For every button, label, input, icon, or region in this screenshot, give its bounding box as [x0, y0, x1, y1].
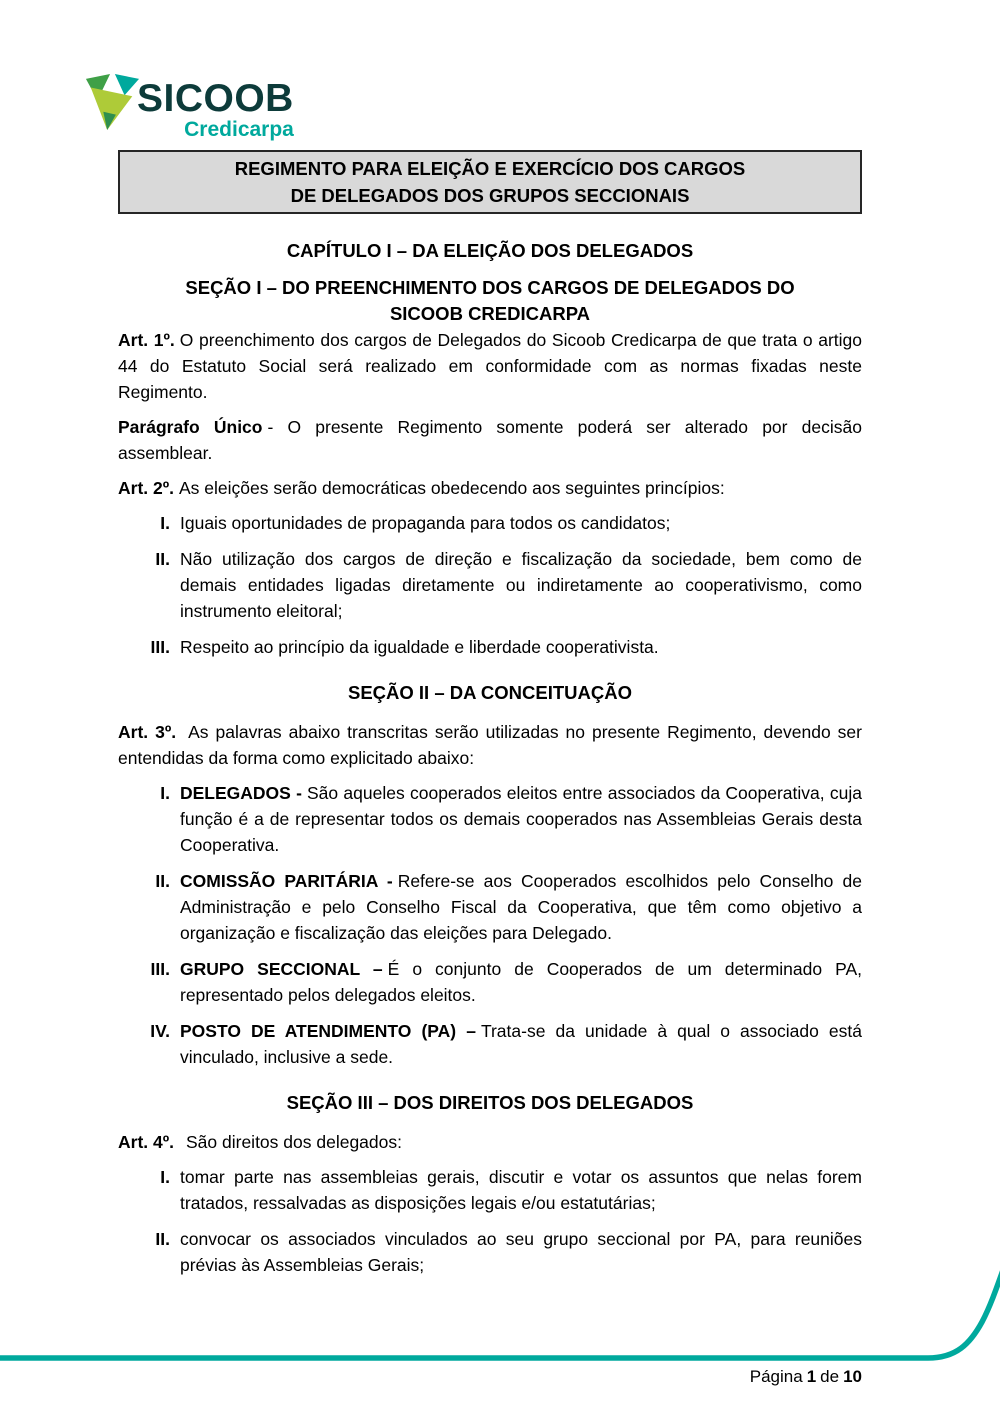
item-numeral: II. [155, 1229, 170, 1249]
item-text: É o conjunto de Cooperados de um determinado PA, representado pelos delegados eleitos. [180, 959, 862, 1005]
item-term: DELEGADOS - [180, 783, 302, 803]
art-3-lead: Art. 3º. [118, 722, 177, 742]
art-3-text: As palavras abaixo transcritas serão utilizadas no presente Regimento, devendo ser entendidas da forma como explicitado abaixo: [118, 722, 862, 768]
item-term: GRUPO SECCIONAL – [180, 959, 383, 979]
item-text: Respeito ao princípio da igualdade e liberdade cooperativista. [180, 637, 659, 657]
title-line-1: REGIMENTO PARA ELEIÇÃO E EXERCÍCIO DOS CARGOS [234, 158, 746, 179]
paragraph-unico [118, 414, 862, 466]
list-item [118, 1018, 862, 1070]
item-text: Trata-se da unidade à qual o associado está vinculado, inclusive a sede. [180, 1021, 862, 1067]
title-line-2: DE DELEGADOS DOS GRUPOS SECCIONAIS [290, 185, 690, 206]
item-text: Refere-se aos Cooperados escolhidos pelo Conselho de Administração e pelo Conselho Fiscal da Cooperativa, que têm como objetivo a organização e fiscalização das eleições para Delegado. [180, 871, 862, 943]
art-1-lead: Art. 1º. [118, 330, 175, 350]
list-item [118, 780, 862, 858]
page-number [750, 1366, 862, 1388]
item-text: Não utilização dos cargos de direção e fiscalização da sociedade, bem como de demais entidades ligadas diretamente ou indiretamente ao cooperativismo, como instrumento eleitoral; [180, 549, 862, 621]
item-text: tomar parte nas assembleias gerais, discutir e votar os assuntos que nelas forem tratados, ressalvadas as disposições legais e/ou estatutárias; [180, 1167, 862, 1213]
paragrafo-unico-lead: Parágrafo Único [118, 417, 263, 437]
chapter-1-heading: CAPÍTULO I – DA ELEIÇÃO DOS DELEGADOS [286, 240, 694, 261]
item-term: COMISSÃO PARITÁRIA - [180, 871, 393, 891]
item-text: Iguais oportunidades de propaganda para todos os candidatos; [180, 513, 671, 533]
logo-unit-text: Credicarpa [184, 118, 294, 141]
section-1-heading-line-1: SEÇÃO I – DO PREENCHIMENTO DOS CARGOS DE DELEGADOS DO [185, 277, 795, 298]
list-item [118, 868, 862, 946]
paragraph-art-1 [118, 327, 862, 405]
document-title-box [118, 150, 862, 214]
section-1-heading [118, 275, 862, 327]
list-item [118, 510, 862, 536]
paragraph-art-4 [118, 1129, 862, 1155]
item-numeral: III. [150, 637, 170, 657]
paragraph-art-2 [118, 475, 862, 501]
item-text: São aqueles cooperados eleitos entre associados da Cooperativa, cuja função é a de representar todos os demais cooperados nas Assembleias Gerais desta Cooperativa. [180, 783, 862, 855]
art-2-items [118, 510, 862, 660]
logo-brand-text: SICOOB [137, 77, 294, 120]
section-2-heading: SEÇÃO II – DA CONCEITUAÇÃO [347, 682, 633, 703]
sicoob-logo-mark-icon [84, 72, 140, 134]
item-text: convocar os associados vinculados ao seu grupo seccional por PA, para reuniões prévias às Assembleias Gerais; [180, 1229, 862, 1275]
art-3-items [118, 780, 862, 1070]
item-numeral: I. [160, 1167, 170, 1187]
item-numeral: IV. [150, 1021, 170, 1041]
page-number-total: 10 [843, 1367, 862, 1386]
list-item [118, 634, 862, 660]
art-4-lead: Art. 4º. [118, 1132, 174, 1152]
art-2-text: As eleições serão democráticas obedecendo aos seguintes princípios: [179, 478, 725, 498]
list-item [118, 546, 862, 624]
footer-swoosh-line [0, 1240, 1000, 1370]
paragraph-art-3 [118, 719, 862, 771]
item-numeral: II. [155, 549, 170, 569]
item-numeral: I. [160, 513, 170, 533]
page-number-word: Página [749, 1367, 803, 1386]
paragrafo-unico-text: - O presente Regimento somente poderá ser alterado por decisão assemblear. [118, 417, 862, 463]
sicoob-logo [84, 72, 294, 142]
item-numeral: II. [155, 871, 170, 891]
page-number-of: de [820, 1367, 840, 1386]
item-numeral: III. [150, 959, 170, 979]
logo-wordmark [137, 72, 294, 142]
art-2-lead: Art. 2º. [118, 478, 174, 498]
list-item [118, 956, 862, 1008]
item-numeral: I. [160, 783, 170, 803]
art-1-text: O preenchimento dos cargos de Delegados do Sicoob Credicarpa de que trata o artigo 44 do Estatuto Social será realizado em conformidade com as normas fixadas neste Regimento. [118, 330, 862, 402]
art-4-text: São direitos dos delegados: [186, 1132, 402, 1152]
item-term: POSTO DE ATENDIMENTO (PA) – [180, 1021, 476, 1041]
document-content [118, 150, 862, 1288]
section-3-heading: SEÇÃO III – DOS DIREITOS DOS DELEGADOS [286, 1092, 694, 1113]
page-number-current: 1 [806, 1367, 817, 1386]
section-1-heading-line-2: SICOOB CREDICARPA [389, 303, 591, 324]
list-item [118, 1164, 862, 1216]
